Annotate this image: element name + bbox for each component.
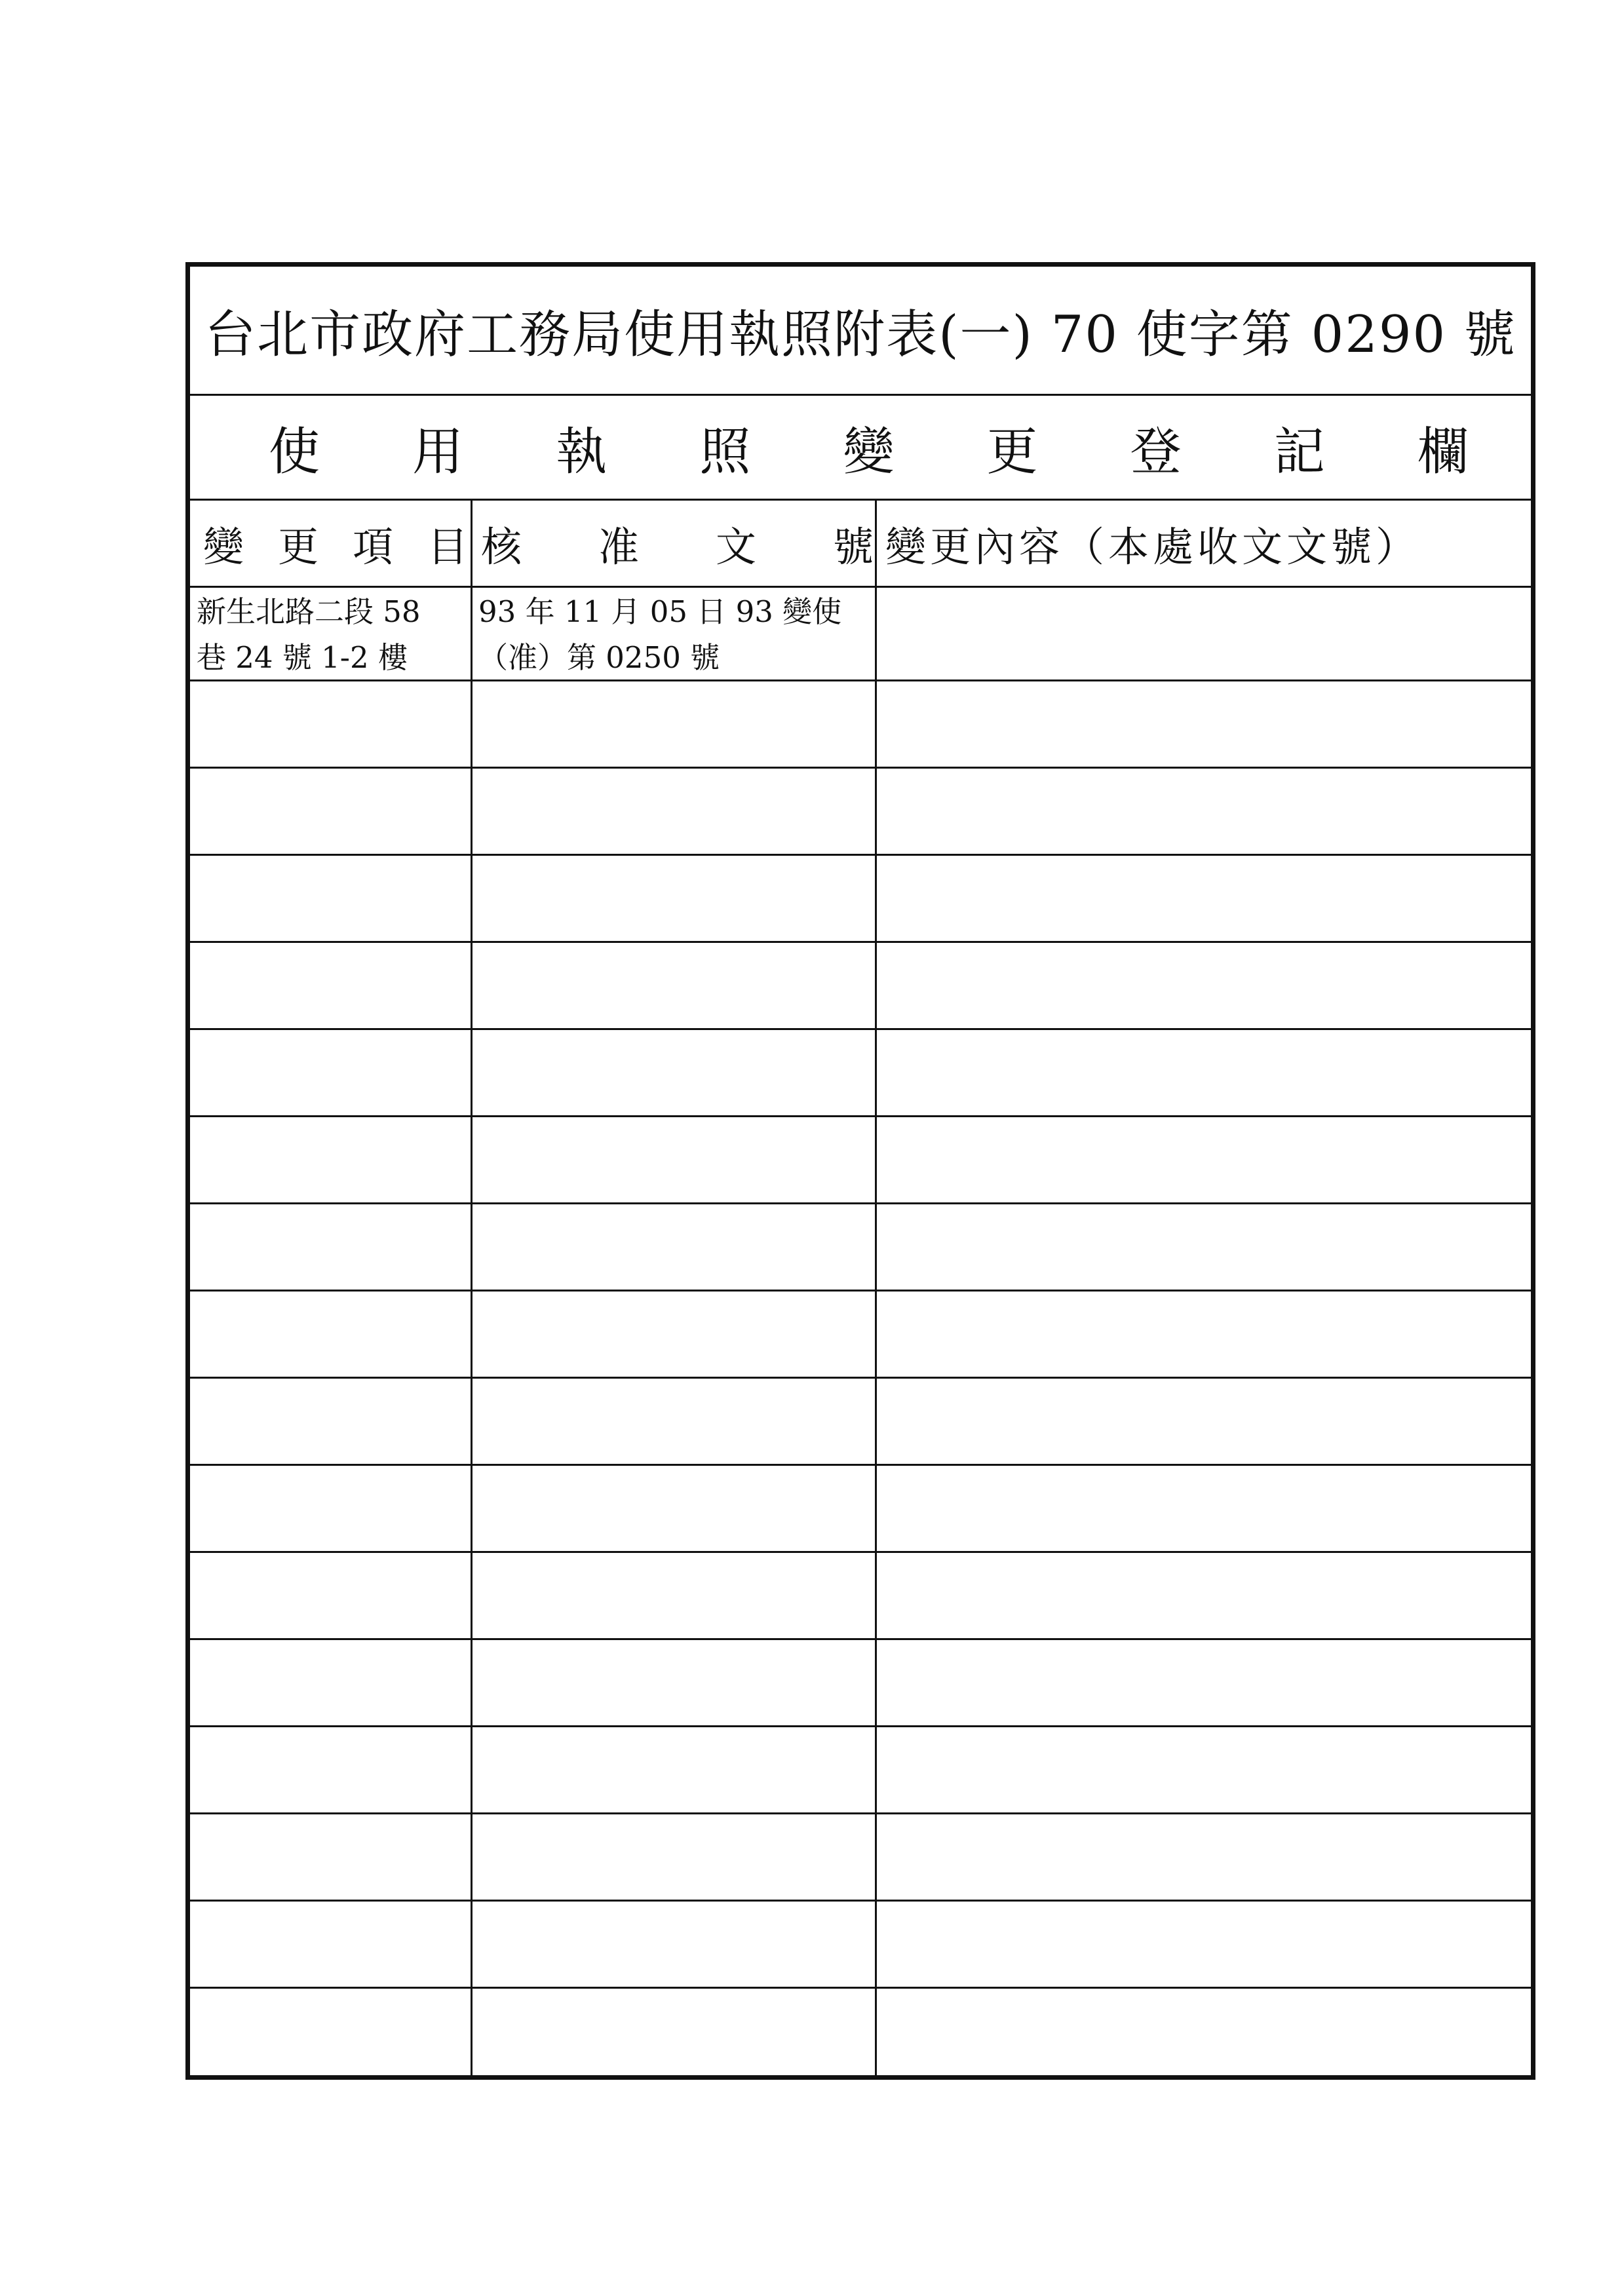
cell-approval-no (472, 1902, 876, 1987)
cell-change-content (876, 769, 1532, 854)
cell-change-content (876, 856, 1532, 941)
cell-approval-no (472, 1466, 876, 1551)
table-row (190, 588, 1531, 681)
cell-change-content (876, 1379, 1532, 1464)
cell-text-line: 新生北路二段 58 (197, 594, 421, 629)
heading-char: 用 (412, 422, 464, 482)
heading-char: 執 (556, 422, 608, 482)
cell-change-item (190, 1466, 472, 1551)
column-header-change-item (190, 501, 472, 586)
cell-change-item (190, 681, 472, 767)
cell-approval-no (472, 943, 876, 1028)
table-row (190, 1814, 1531, 1902)
cell-approval-no (472, 1553, 876, 1638)
cell-approval-no (472, 769, 876, 854)
cell-approval-no (472, 1727, 876, 1812)
table-row (190, 1727, 1531, 1814)
table-row (190, 856, 1531, 943)
cell-change-item (190, 1204, 472, 1290)
cell-change-item (190, 1292, 472, 1377)
cell-change-content (876, 681, 1532, 767)
cell-change-item (190, 1902, 472, 1987)
cell-change-item (190, 856, 472, 941)
column-header-approval-no (472, 501, 876, 586)
table-row (190, 943, 1531, 1030)
header-char: 文 (715, 522, 756, 571)
table-row (190, 681, 1531, 769)
cell-change-item (190, 1640, 472, 1725)
table-row (190, 769, 1531, 856)
heading-char: 欄 (1417, 422, 1469, 482)
cell-change-content (876, 1204, 1532, 1290)
form-title: 台北市政府工務局使用執照附表(一) 70 使字第 0290 號 (190, 267, 1531, 396)
table-body (190, 588, 1531, 2075)
cell-approval-no (472, 1117, 876, 1202)
cell-change-item (190, 1989, 472, 2078)
cell-change-item (190, 1727, 472, 1812)
heading-char: 登 (1130, 422, 1182, 482)
cell-text-line: 巷 24 號 1-2 樓 (197, 640, 408, 675)
cell-change-content (876, 1466, 1532, 1551)
cell-change-item (190, 588, 472, 679)
cell-change-content (876, 1902, 1532, 1987)
cell-change-content (876, 1989, 1532, 2078)
table-row (190, 1553, 1531, 1640)
cell-approval-no (472, 1292, 876, 1377)
cell-approval-no (472, 1989, 876, 2078)
table-row (190, 1379, 1531, 1466)
cell-approval-no (472, 1379, 876, 1464)
cell-change-item (190, 1379, 472, 1464)
cell-change-item (190, 1030, 472, 1115)
cell-change-item (190, 769, 472, 854)
header-char: 目 (427, 522, 468, 571)
cell-change-content (876, 1117, 1532, 1202)
table-row (190, 1902, 1531, 1989)
cell-approval-no (472, 1640, 876, 1725)
column-header-change-content: 變更內容（本處收文文號） (885, 522, 1421, 571)
cell-text-line: （准）第 0250 號 (478, 640, 720, 675)
cell-approval-no (472, 1204, 876, 1290)
header-char: 核 (481, 522, 522, 571)
header-char: 變 (203, 522, 244, 571)
table-row (190, 1117, 1531, 1204)
cell-approval-no (472, 1030, 876, 1115)
heading-char: 記 (1273, 422, 1325, 482)
cell-change-content (876, 1292, 1532, 1377)
table-row (190, 1640, 1531, 1727)
cell-change-item (190, 1814, 472, 1900)
table-row (190, 1204, 1531, 1292)
change-registration-form (185, 262, 1535, 2080)
header-char: 准 (598, 522, 639, 571)
cell-approval-no (472, 681, 876, 767)
cell-change-content (876, 1553, 1532, 1638)
cell-approval-no (472, 856, 876, 941)
table-row (190, 1989, 1531, 2078)
cell-change-content (876, 943, 1532, 1028)
cell-change-content (876, 1814, 1532, 1900)
cell-change-content (876, 1640, 1532, 1725)
cell-approval-no (472, 588, 876, 679)
table-row (190, 1466, 1531, 1553)
cell-change-content (876, 1030, 1532, 1115)
table-row (190, 1292, 1531, 1379)
heading-char: 使 (269, 422, 320, 482)
table-row (190, 1030, 1531, 1117)
cell-change-content (876, 588, 1532, 679)
cell-change-item (190, 1117, 472, 1202)
cell-text-line: 93 年 11 月 05 日 93 變使 (478, 594, 842, 629)
header-char: 更 (277, 522, 318, 571)
header-char: 項 (352, 522, 393, 571)
heading-char: 照 (699, 422, 751, 482)
heading-char: 更 (986, 422, 1038, 482)
column-header-row (190, 501, 1531, 588)
heading-char: 變 (843, 422, 895, 482)
cell-change-content (876, 1727, 1532, 1812)
section-heading (190, 396, 1531, 501)
cell-change-item (190, 1553, 472, 1638)
header-char: 號 (832, 522, 874, 571)
cell-approval-no (472, 1814, 876, 1900)
cell-change-item (190, 943, 472, 1028)
